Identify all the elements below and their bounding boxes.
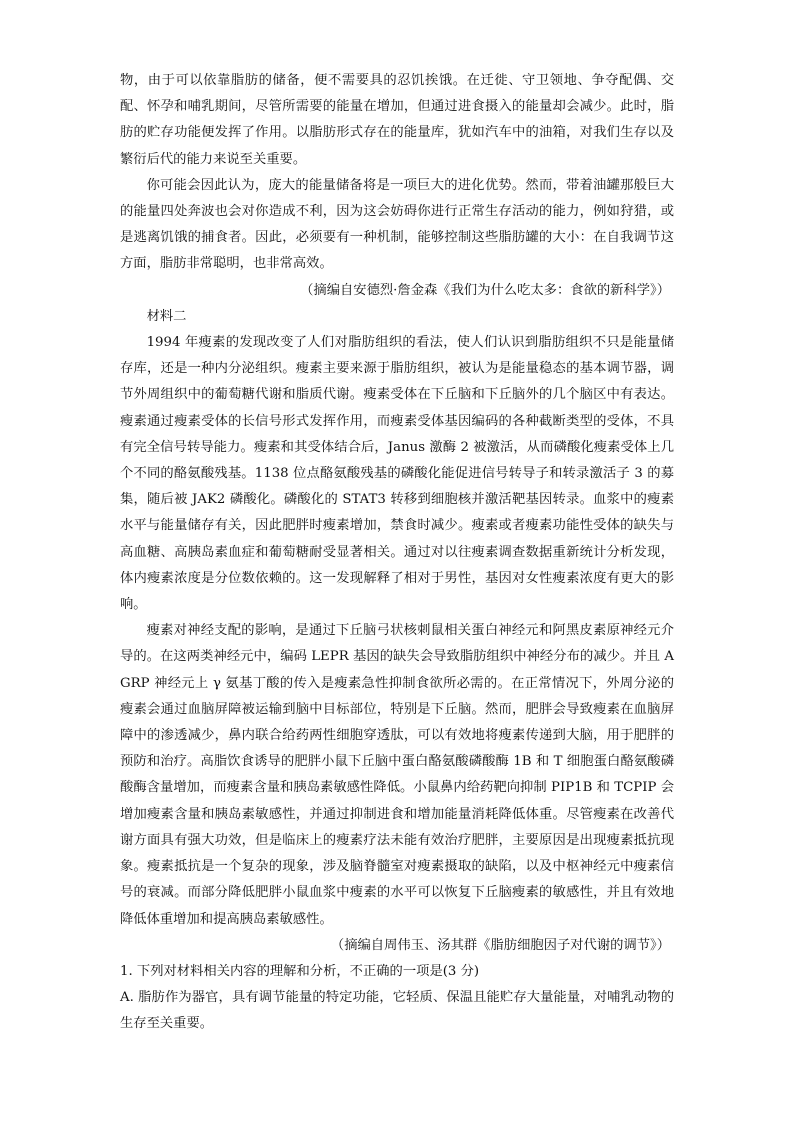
material1-paragraph-continued: 物，由于可以依靠脂肪的储备，便不需要具的忍饥挨饿。在迁徙、守卫领地、争夺配偶、交配、怀孕和哺乳期间，尽管所需要的能量在增加，但通过进食摄入的能量却会减少。此时，脂肪的贮存功能便发挥了作用。以脂肪形式存在的能量库，犹如汽车中的油箱，对我们生存以及繁衍后代的能力来说至关重要。 (120, 73, 674, 167)
question-1-option-a: A. 脂肪作为器官，具有调节能量的特定功能，它轻质、保温且能贮存大量能量，对哺乳动物的生存至关重要。 (120, 990, 674, 1032)
material2-source-citation: （摘编自周伟玉、汤其群《脂肪细胞因子对代谢的调节》） (330, 937, 670, 953)
material2-heading: 材料二 (146, 308, 187, 324)
material1-paragraph-2: 你可能会因此认为，庞大的能量储备将是一项巨大的进化优势。然而，带着油罐那般巨大的能量四处奔波也会对你造成不利，因为这会妨碍你进行正常生存活动的能力，例如狩猎，或是逃离饥饿的捕食者。因此，必须要有一种机制，能够控制这些脂肪罐的大小：在自我调节这方面，脂肪非常聪明，也非常高效。 (120, 177, 674, 272)
material2-paragraph-1: 1994 年瘦素的发现改变了人们对脂肪组织的看法，使人们认识到脂肪组织不只是能量储存库，还是一种内分泌组织。瘦素主要来源于脂肪组织，被认为是能量稳态的基本调节器，调节外周组织中的葡萄糖代谢和脂质代谢。瘦素受体在下丘脑和下丘脑外的几个脑区中有表达。瘦素通过瘦素受体的长信号形式发挥作用，而瘦素受体基因编码的各种截断类型的受体，不具有完全信号转导能力。瘦素和其受体结合后，Janus 激酶 2 被激活，从而磷酸化瘦素受体上几个不同的酪氨酸残基。1138 位点酪氨酸残基的磷酸化能促进信号转导子和转录激活子 3 的募集，随后被 JAK2 磷酸化。磷酸化的 STAT3 转移到细胞核并激活靶基因转录。血浆中的瘦素水平与能量储存有关，因此肥胖时瘦素增加，禁食时减少。瘦素或者瘦素功能性受体的缺失与高血糖、高胰岛素血症和葡萄糖耐受显著相关。通过对以往瘦素调查数据重新统计分析发现，体内瘦素浓度是分位数依赖的。这一发现解释了相对于男性，基因对女性瘦素浓度有更大的影响。 (120, 335, 674, 613)
material2-paragraph-2: 瘦素对神经支配的影响，是通过下丘脑弓状核刺鼠相关蛋白神经元和阿黑皮素原神经元介导的。在这两类神经元中，编码 LEPR 基因的缺失会导致脂肪组织中神经分布的减少。并且 AGRP 神经元上 γ 氨基丁酸的传入是瘦素急性抑制食欲所必需的。在正常情况下，外周分泌的瘦素会通过血脑屏障被运输到脑中目标部位，特别是下丘脑。然而，肥胖会导致瘦素在血脑屏障中的渗透减少，鼻内联合给药两性细胞穿透肽，可以有效地将瘦素传递到大脑，用于肥胖的预防和治疗。高脂饮食诱导的肥胖小鼠下丘脑中蛋白酪氨酸磷酸酶 1B 和 T 细胞蛋白酪氨酸磷酸酶含量增加，而瘦素含量和胰岛素敏感性降低。小鼠鼻内给药靶向抑制 PIP1B 和 TCPIP 会增加瘦素含量和胰岛素敏感性，并通过抑制进食和增加能量消耗降低体重。尽管瘦素在改善代谢方面具有强大功效，但是临床上的瘦素疗法未能有效治疗肥胖，主要原因是出现瘦素抵抗现象。瘦素抵抗是一个复杂的现象，涉及脑脊髓室对瘦素摄取的缺陷，以及中枢神经元中瘦素信号的衰减。而部分降低肥胖小鼠血浆中瘦素的水平可以恢复下丘脑瘦素的敏感性，并且有效地降低体重增加和提高胰岛素敏感性。 (120, 623, 674, 927)
question-1-stem: 1. 下列对材料相关内容的理解和分析，不正确的一项是(3 分) (120, 963, 480, 979)
material1-source-citation: （摘编自安德烈·詹金森《我们为什么吃太多：食欲的新科学》） (300, 282, 670, 298)
